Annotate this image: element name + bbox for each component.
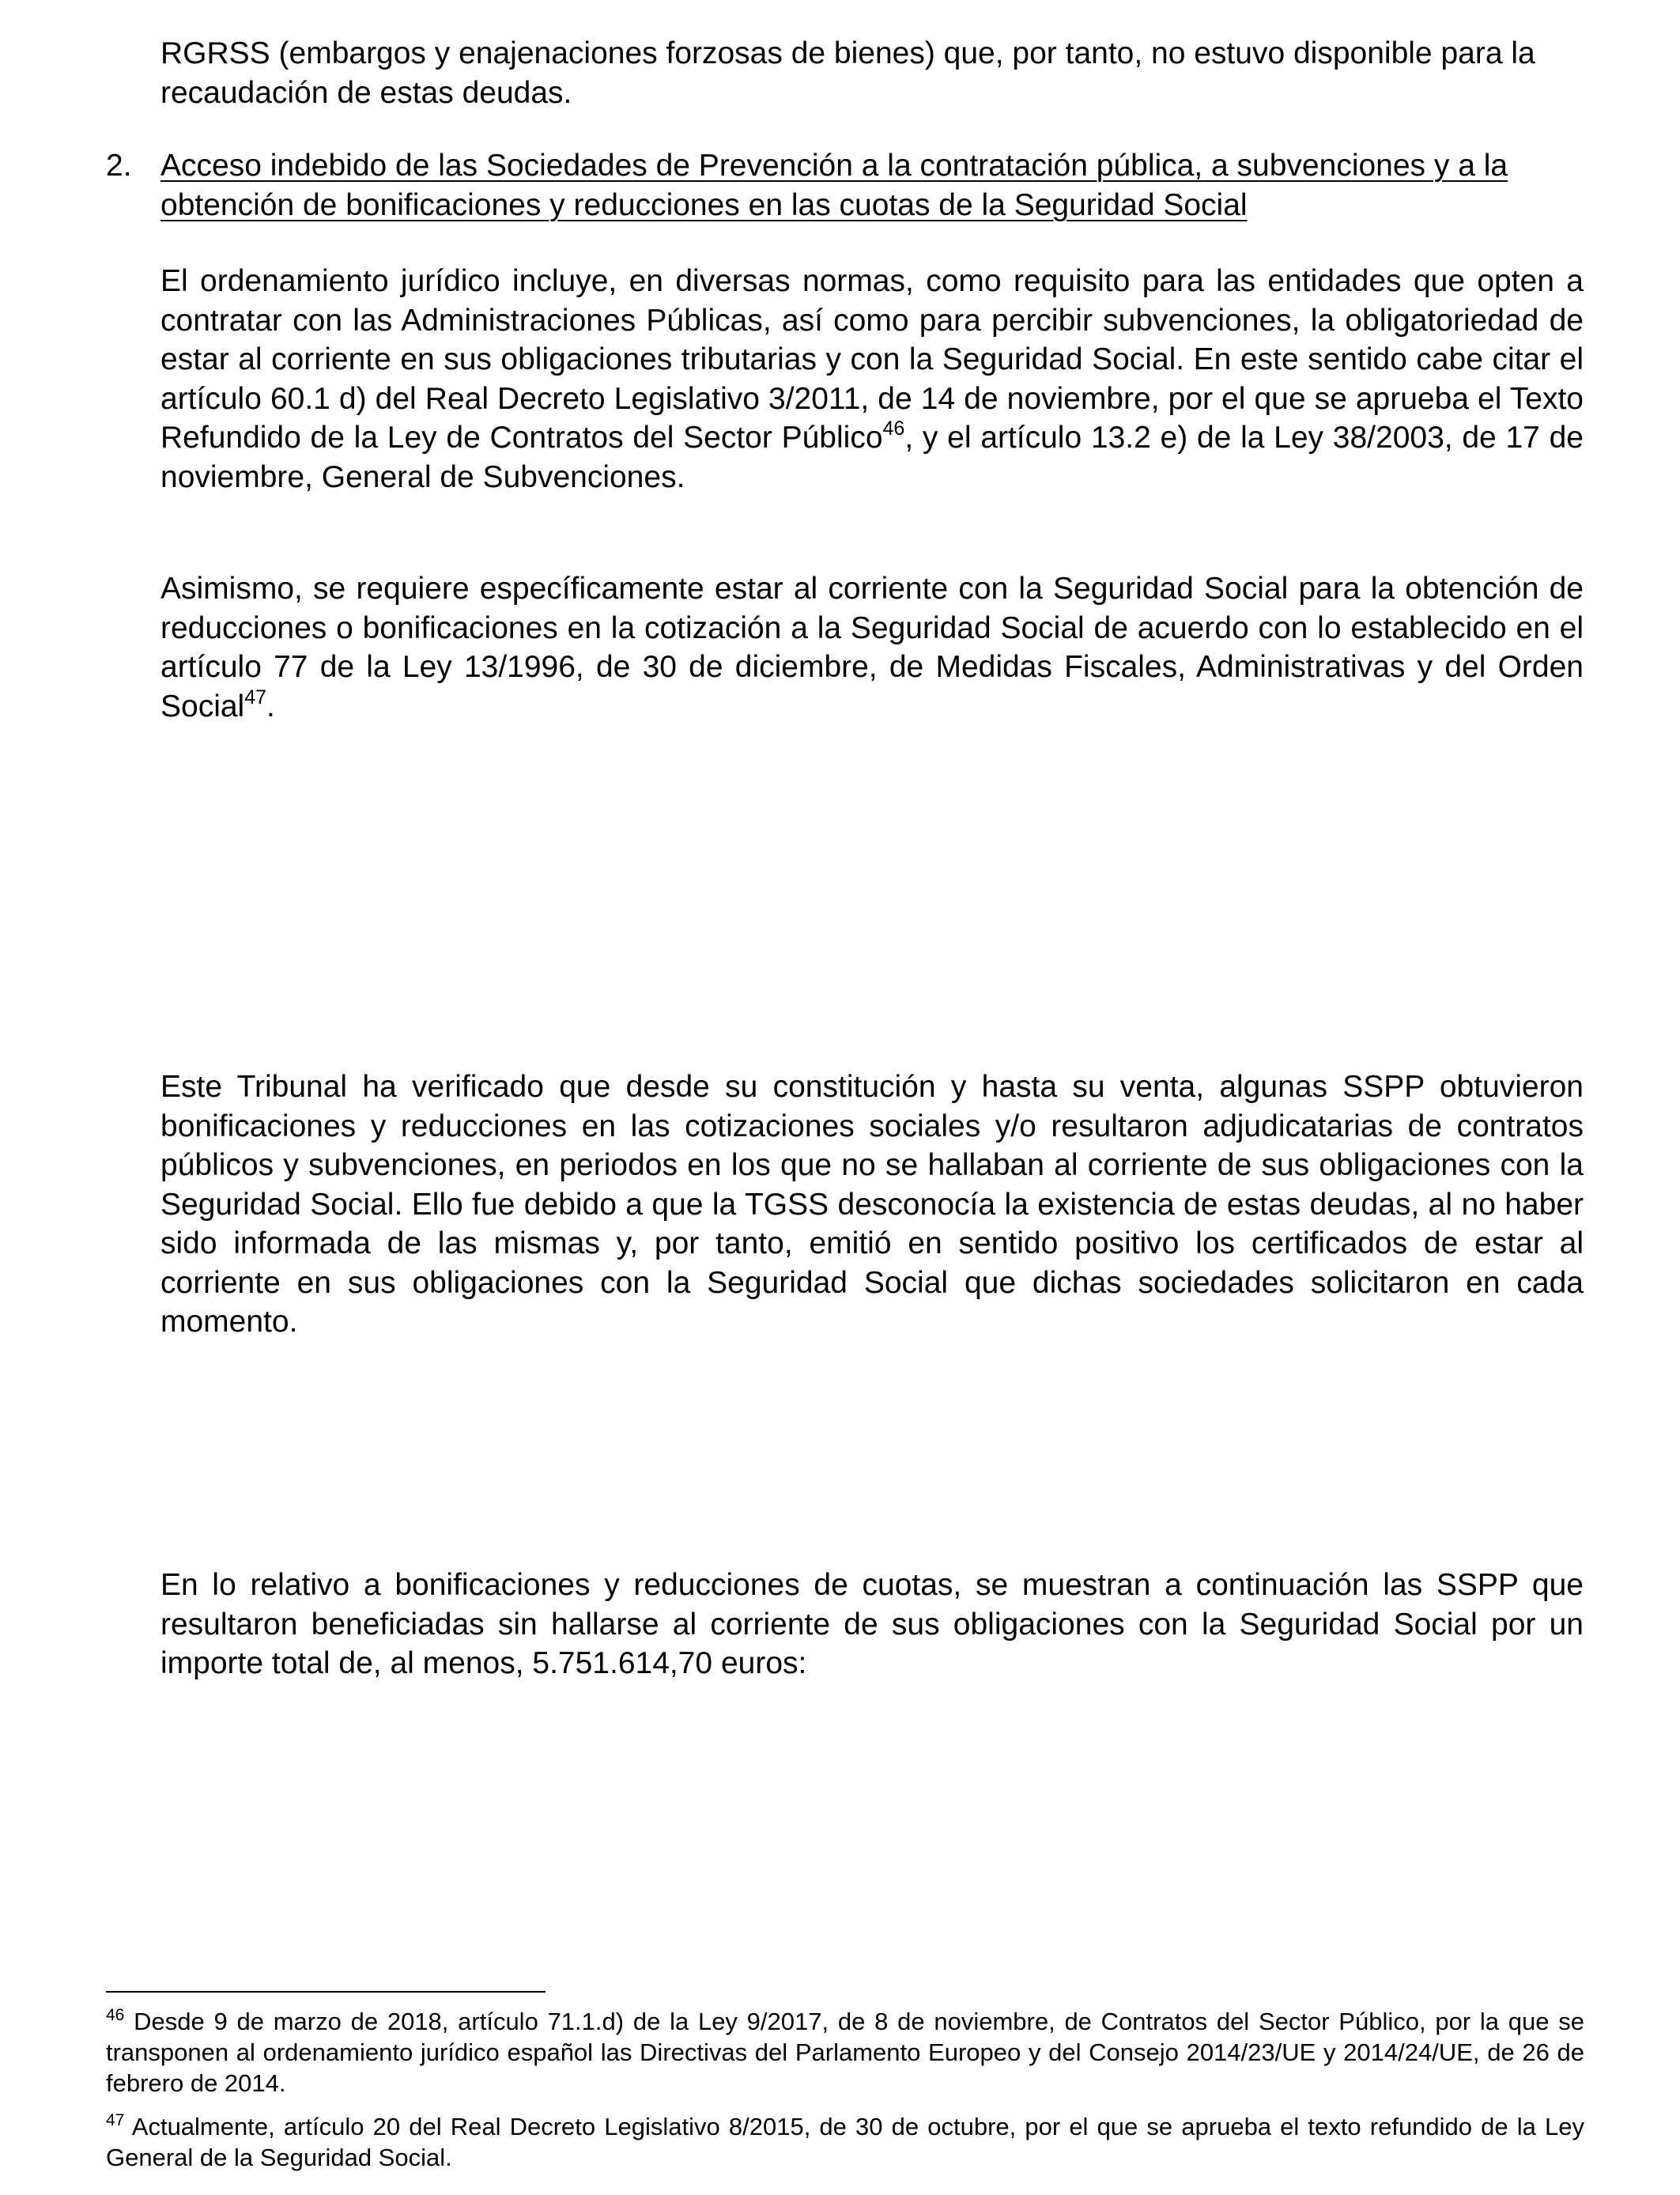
footnote-46 (106, 2006, 1584, 2099)
intro-text: RGRSS (embargos y enajenaciones forzosas de bienes) que, por tanto, no estuvo disponible para la recaudación de estas deudas. (160, 36, 1535, 110)
paragraph-text: . (266, 689, 275, 723)
footnote-number: 47 (106, 2111, 125, 2129)
footnote-divider (106, 1991, 546, 1993)
footnote-number: 46 (106, 2006, 125, 2024)
paragraph-text: El ordenamiento jurídico incluye, en diversas normas, como requisito para las entidades que opten a contratar con las Administraciones Públicas, así como para percibir subvenciones, la obligatoriedad de estar al corriente en sus obligaciones tributarias y con la Seguridad Social. En este sentido cabe citar el artículo 60.1 d) del Real Decreto Legislativo 3/2011, de 14 de noviembre, por el que se aprueba el Texto Refundido de la Ley de Contratos del Sector Público (160, 264, 1584, 455)
paragraph-text: Este Tribunal ha verificado que desde su constitución y hasta su venta, algunas SSPP obtuvieron bonificaciones y reducciones en las cotizaciones sociales y/o resultaron adjudicatarias de contratos públicos y subvenciones, en periodos en los que no se hallaban al corriente de sus obligaciones con la Seguridad Social. Ello fue debido a que la TGSS desconocía la existencia de estas deudas, al no haber sido informada de las mismas y, por tanto, emitió en sentido positivo los certificados de estar al corriente en sus obligaciones con la Seguridad Social que dichas sociedades solicitaron en cada momento. (160, 1070, 1584, 1339)
footnote-ref-46[interactable]: 46 (882, 417, 905, 440)
footnote-text: Desde 9 de marzo de 2018, artículo 71.1.d) de la Ley 9/2017, de 8 de noviembre, de Contratos del Sector Público, por la que se transponen al ordenamiento jurídico español las Directivas del Parlamento Europeo y del Consejo 2014/23/UE y 2014/24/UE, de 26 de febrero de 2014. (106, 2008, 1584, 2097)
section-title: Acceso indebido de las Sociedades de Prevención a la contratación pública, a subvenciones y a la obtención de bonificaciones y reducciones en las cuotas de la Seguridad Social (160, 149, 1508, 222)
paragraph-legal-requirements (160, 262, 1584, 497)
section-number: 2. (106, 149, 132, 183)
paragraph-text: , y el artículo 13.2 e) de la Ley 38/2003, de 17 de noviembre, General de Subvenciones. (160, 421, 1584, 494)
footnote-ref-47[interactable]: 47 (244, 686, 267, 708)
paragraph-tribunal-findings (160, 1067, 1584, 1342)
paragraph-bonus-total (160, 1566, 1584, 1683)
footnote-47 (106, 2111, 1584, 2173)
paragraph-reductions-requirement (160, 569, 1584, 726)
footnote-text: Actualmente, artículo 20 del Real Decreto Legislativo 8/2015, de 30 de octubre, por el que se aprueba el texto refundido de la Ley General de la Seguridad Social. (106, 2113, 1584, 2171)
intro-paragraph (160, 34, 1584, 112)
paragraph-text: En lo relativo a bonificaciones y reducciones de cuotas, se muestran a continuación las SSPP que resultaron beneficiadas sin hallarse al corriente de sus obligaciones con la Seguridad Social por un importe total de, al menos, 5.751.614,70 euros: (160, 1568, 1584, 1680)
paragraph-text: Asimismo, se requiere específicamente estar al corriente con la Seguridad Social para la obtención de reducciones o bonificaciones en la cotización a la Seguridad Social de acuerdo con lo establecido en el artículo 77 de la Ley 13/1996, de 30 de diciembre, de Medidas Fiscales, Administrativas y del Orden Social (160, 572, 1584, 723)
